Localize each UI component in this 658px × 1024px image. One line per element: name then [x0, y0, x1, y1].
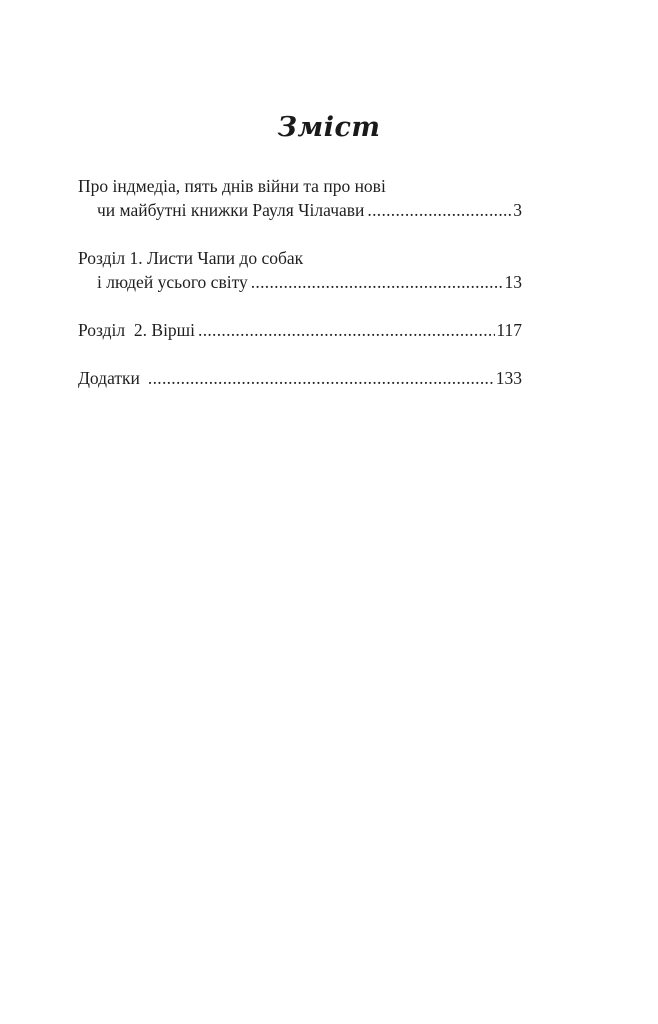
toc-entry-title-line: і людей усього світу [97, 272, 248, 292]
dot-leader [251, 270, 504, 294]
toc-page-number: 3 [513, 200, 522, 220]
table-of-contents [78, 174, 522, 414]
toc-page-number: 133 [495, 368, 522, 388]
toc-entry-leader-line [78, 366, 522, 390]
toc-entry-title-line: Про індмедіа, пять днів війни та про нові [78, 176, 386, 196]
toc-entry[interactable] [78, 174, 522, 222]
toc-entry[interactable] [78, 318, 522, 342]
toc-entry-title-line: Додатки [78, 368, 140, 388]
toc-entry-leader-line [78, 198, 522, 222]
toc-page-number: 13 [504, 272, 522, 292]
page-title: Зміст [277, 112, 381, 143]
toc-entry-leader-line [78, 318, 522, 342]
toc-entry-title-line: Розділ 1. Листи Чапи до собак [78, 248, 304, 268]
dot-leader [148, 366, 495, 390]
toc-entry-title-line: Розділ 2. Вірші [78, 320, 196, 340]
toc-entry[interactable] [78, 246, 522, 294]
dot-leader [198, 318, 495, 342]
toc-page-number: 117 [496, 320, 522, 340]
toc-entry-title-line: чи майбутні книжки Рауля Чілачави [97, 200, 365, 220]
toc-entry-leader-line [78, 270, 522, 294]
dot-leader [367, 198, 512, 222]
toc-entry[interactable] [78, 366, 522, 390]
